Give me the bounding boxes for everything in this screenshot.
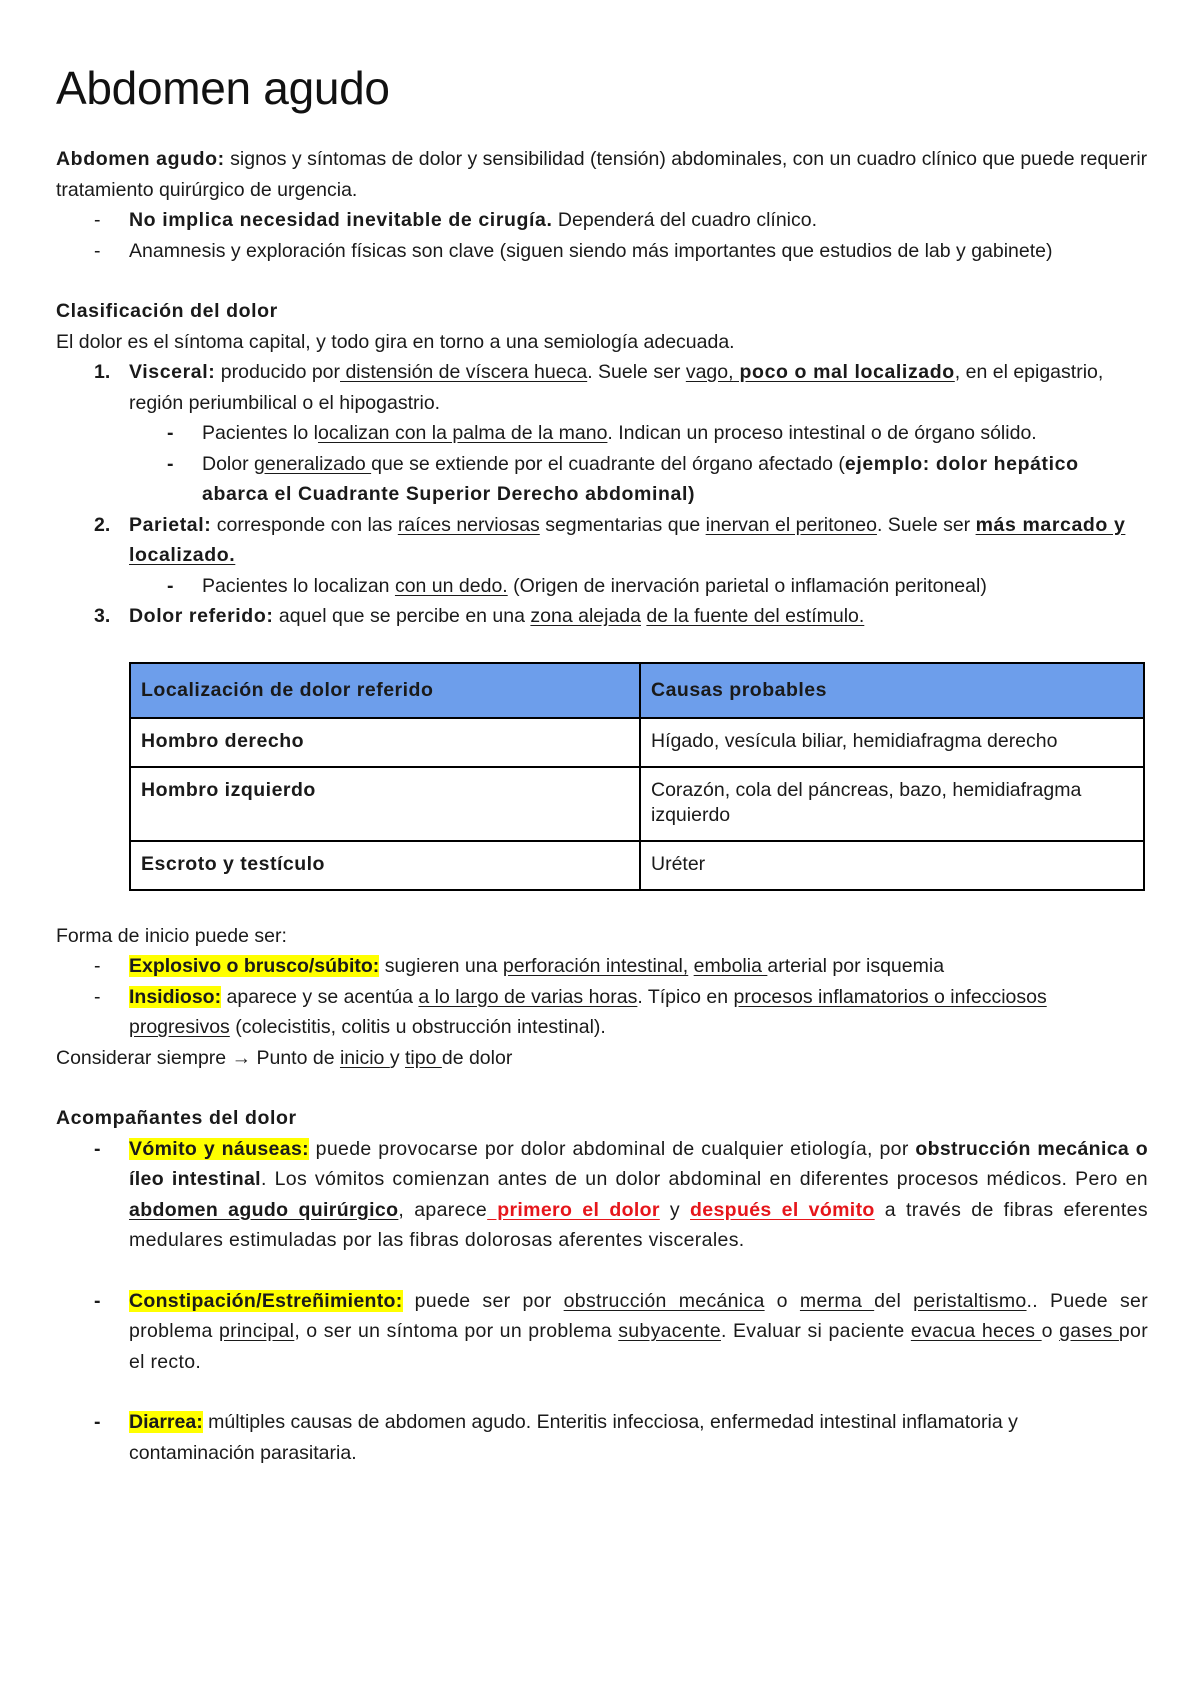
- companions-list: [56, 1286, 1148, 1378]
- list-item: - Insidioso: aparece y se acentúa a lo largo de varias horas. Típico en procesos inflamatorios o infecciosos progresivos (colecistitis, colitis u obstrucción intestinal).: [94, 985, 1047, 1038]
- companions-list: [56, 1407, 1148, 1468]
- table-cell: Hombro izquierdo: [130, 767, 640, 841]
- onset-intro: Forma de inicio puede ser:: [56, 924, 287, 947]
- page-title: Abdomen agudo: [56, 62, 390, 114]
- companions-list: [56, 1134, 1148, 1256]
- list-item: - Pacientes lo localizan con la palma de la mano. Indican un proceso intestinal o de órgano sólido.: [167, 422, 1037, 444]
- list-item-visceral: 1. Visceral: producido por distensión de víscera hueca. Suele ser vago, poco o mal localizado, en el epigastrio, región periumbilical o el hipogastrio. - Pacientes lo localizan con la palma de la mano. Indican un proceso intestinal o de órgano sólido. - Dolor generalizado que se extiende por el cuadrante del órgano afectado (ejemplo: dolor hepático abarca el Cuadrante Superior Derecho abdominal): [56, 357, 1148, 510]
- list-item: - Dolor generalizado que se extiende por el cuadrante del órgano afectado (ejemplo: dolor hepático abarca el Cuadrante Superior Derecho abdominal): [167, 452, 1079, 505]
- section-heading: Acompañantes del dolor: [56, 1107, 297, 1129]
- list-item-vomit: - Vómito y náuseas: puede provocarse por dolor abdominal de cualquier etiología, por obstrucción mecánica o íleo intestinal. Los vómitos comienzan antes de un dolor abdominal en diferentes procesos médicos. Pero en abdomen agudo quirúrgico, aparece primero el dolor y después el vómito a través de fibras eferentes medulares estimuladas por las fibras dolorosas aferentes viscerales.: [94, 1137, 1148, 1251]
- onset-section: [56, 921, 1148, 1074]
- list-item-constipation: - Constipación/Estreñimiento: puede ser por obstrucción mecánica o merma del peristaltismo.. Puede ser problema principal, o ser un síntoma por un problema subyacente. Evaluar si paciente evacua heces o gases por el recto.: [94, 1289, 1148, 1373]
- list-item-parietal: 2. Parietal: corresponde con las raíces nerviosas segmentarias que inervan el peritoneo. Suele ser más marcado y localizado. - Pacientes lo localizan con un dedo. (Origen de inervación parietal o inflamación peritoneal): [56, 510, 1148, 602]
- table-row: [130, 767, 1144, 841]
- table-header-row: [130, 663, 1144, 718]
- referred-pain-table: [129, 662, 1145, 891]
- visceral-sublist: [129, 418, 1148, 510]
- companions-section: [56, 1103, 1148, 1468]
- list-item: - Anamnesis y exploración físicas son clave (siguen siendo más importantes que estudios de lab y gabinete): [94, 239, 1053, 262]
- intro-term: Abdomen agudo:: [56, 148, 225, 170]
- table-cell: Hombro derecho: [130, 718, 640, 767]
- pain-types-list: [56, 357, 1148, 632]
- consider-line: Considerar siempre → Punto de inicio y tipo de dolor: [56, 1046, 513, 1069]
- intro-paragraph: Abdomen agudo: signos y síntomas de dolor y sensibilidad (tensión) abdominales, con un cuadro clínico que puede requerir tratamiento quirúrgico de urgencia.: [56, 148, 1148, 201]
- table-cell: Escroto y testículo: [130, 841, 640, 890]
- list-item-referred: 3. Dolor referido: aquel que se percibe en una zona alejada de la fuente del estímulo.: [94, 605, 865, 627]
- classification-section: [56, 296, 1148, 632]
- table-header: Localización de dolor referido: [130, 663, 640, 718]
- table-row: [130, 718, 1144, 767]
- parietal-sublist: [129, 571, 1148, 602]
- list-item: - No implica necesidad inevitable de cirugía. Dependerá del cuadro clínico.: [94, 209, 818, 231]
- list-item: - Explosivo o brusco/súbito: sugieren una perforación intestinal, embolia arterial por isquemia: [94, 955, 945, 977]
- classification-intro: El dolor es el síntoma capital, y todo gira en torno a una semiología adecuada.: [56, 330, 735, 353]
- list-item: - Pacientes lo localizan con un dedo. (Origen de inervación parietal o inflamación peritoneal): [167, 574, 987, 597]
- table-header: Causas probables: [640, 663, 1144, 718]
- intro-list: [56, 205, 1148, 266]
- list-item-diarrhea: - Diarrea: múltiples causas de abdomen agudo. Enteritis infecciosa, enfermedad intestinal inflamatoria y contaminación parasitaria.: [94, 1411, 1018, 1464]
- section-heading: Clasificación del dolor: [56, 300, 278, 322]
- table-cell: Uréter: [640, 841, 1144, 890]
- onset-list: [56, 951, 1148, 1043]
- table-row: [130, 841, 1144, 890]
- table-cell: Corazón, cola del páncreas, bazo, hemidiafragma izquierdo: [640, 767, 1144, 841]
- table-cell: Hígado, vesícula biliar, hemidiafragma derecho: [640, 718, 1144, 767]
